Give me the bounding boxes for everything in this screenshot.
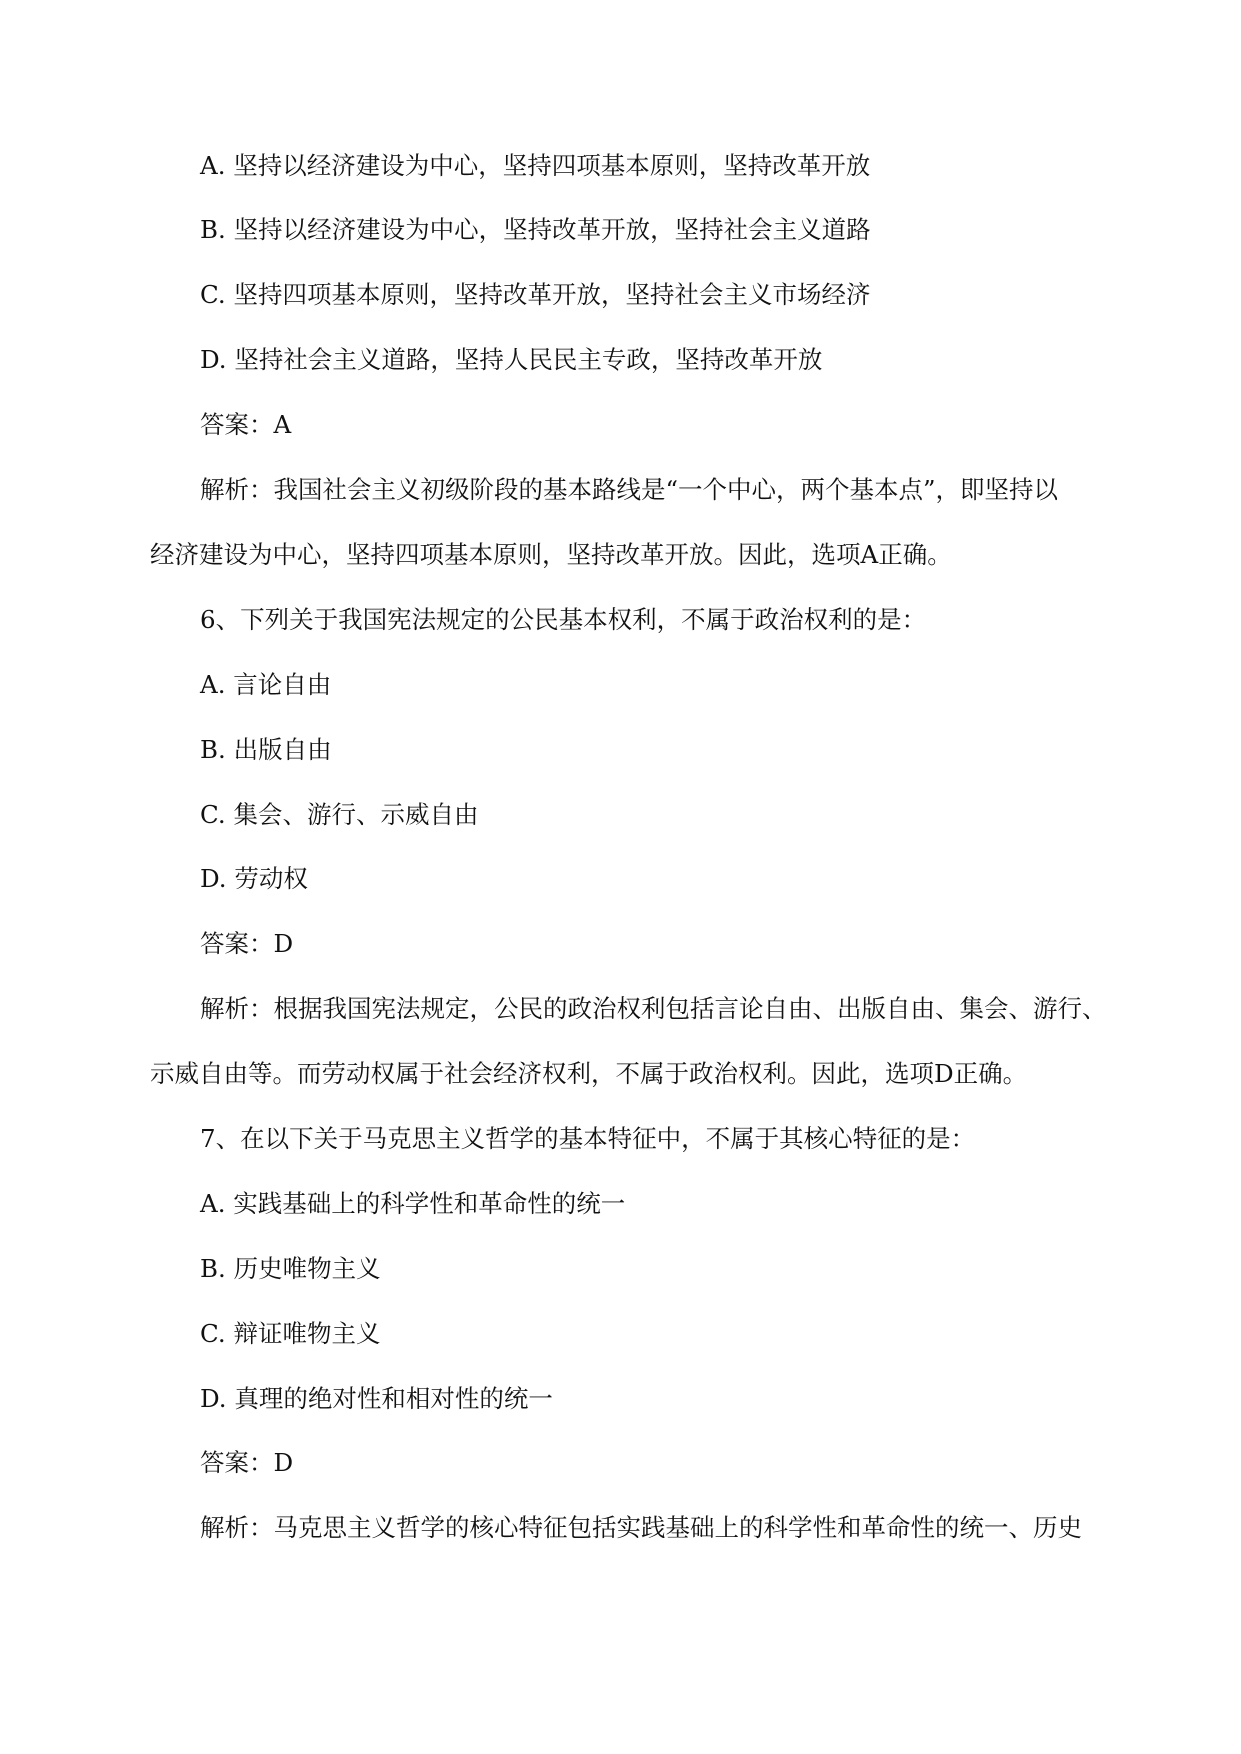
option-d: D. 真理的绝对性和相对性的统一 [200, 1384, 553, 1413]
option-a: A. 坚持以经济建设为中心，坚持四项基本原则，坚持改革开放 [200, 151, 871, 180]
answer: 答案：D [200, 1448, 294, 1477]
explanation-line-1: 解析：我国社会主义初级阶段的基本路线是“一个中心，两个基本点”，即坚持以 [200, 475, 1059, 504]
option-b: B. 历史唯物主义 [200, 1254, 381, 1283]
explanation-line-2: 示威自由等。而劳动权属于社会经济权利，不属于政治权利。因此，选项D正确。 [150, 1059, 1028, 1088]
explanation-line-1: 解析：马克思主义哲学的核心特征包括实践基础上的科学性和革命性的统一、历史 [200, 1513, 1082, 1542]
answer: 答案：A [200, 410, 292, 439]
explanation-line-1: 解析：根据我国宪法规定，公民的政治权利包括言论自由、出版自由、集会、游行、 [200, 994, 1107, 1023]
option-a: A. 实践基础上的科学性和革命性的统一 [200, 1189, 626, 1218]
option-a: A. 言论自由 [200, 670, 332, 699]
option-b: B. 坚持以经济建设为中心，坚持改革开放，坚持社会主义道路 [200, 215, 871, 244]
option-c: C. 辩证唯物主义 [200, 1319, 381, 1348]
question-6: 6、下列关于我国宪法规定的公民基本权利，不属于政治权利的是： [200, 605, 927, 634]
option-d: D. 劳动权 [200, 864, 308, 893]
option-d: D. 坚持社会主义道路，坚持人民民主专政，坚持改革开放 [200, 345, 823, 374]
option-c: C. 坚持四项基本原则，坚持改革开放，坚持社会主义市场经济 [200, 280, 871, 309]
answer: 答案：D [200, 929, 294, 958]
option-b: B. 出版自由 [200, 735, 332, 764]
question-7: 7、在以下关于马克思主义哲学的基本特征中，不属于其核心特征的是： [200, 1124, 976, 1153]
explanation-line-2: 经济建设为中心，坚持四项基本原则，坚持改革开放。因此，选项A正确。 [150, 540, 952, 569]
option-c: C. 集会、游行、示威自由 [200, 800, 479, 829]
